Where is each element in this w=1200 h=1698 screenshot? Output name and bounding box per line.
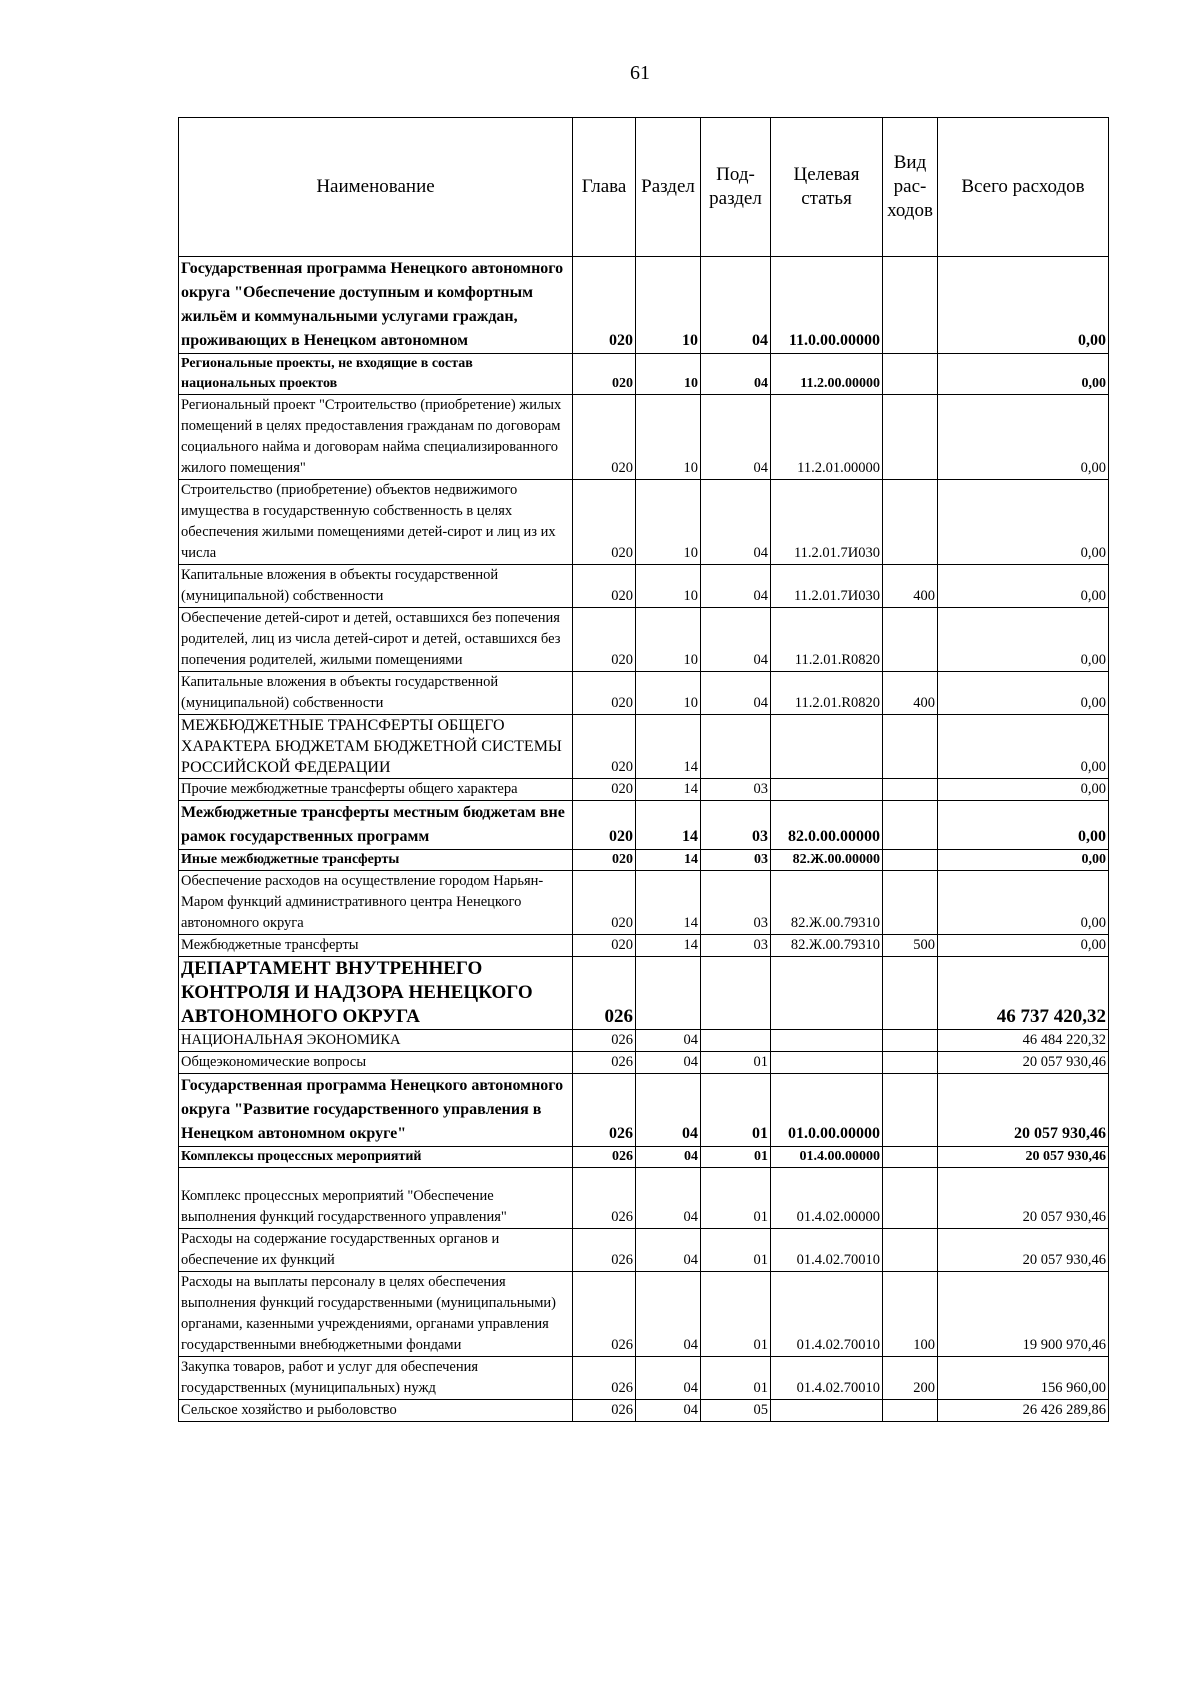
cell-expense-type: 100 [883,1272,938,1357]
cell-expense-type: 200 [883,1357,938,1400]
cell-total: 0,00 [938,871,1109,935]
table-row [179,1147,1109,1168]
cell-expense-type [883,957,938,1030]
cell-name: Региональный проект "Строительство (приобретение) жилых помещений в целях предоставления гражданам по договорам социального найма и договорам найма специализированного жилого помещения" [179,395,573,480]
header-expense-type: Вид рас- ходов [883,118,938,257]
table-row [179,801,1109,850]
cell-target: 11.2.01.R0820 [771,608,883,672]
cell-name: Капитальные вложения в объекты государственной (муниципальной) собственности [179,672,573,715]
table-row [179,565,1109,608]
cell-total: 0,00 [938,850,1109,871]
cell-total: 20 057 930,46 [938,1147,1109,1168]
cell-chapter: 020 [573,354,636,395]
cell-chapter: 020 [573,871,636,935]
cell-chapter: 020 [573,480,636,565]
cell-chapter: 026 [573,1229,636,1272]
cell-name: Государственная программа Ненецкого автономного округа "Развитие государственного управления в Ненецком автономном округе" [179,1074,573,1147]
cell-total: 46 737 420,32 [938,957,1109,1030]
cell-expense-type [883,1052,938,1074]
cell-expense-type [883,1229,938,1272]
cell-name: Межбюджетные трансферты [179,935,573,957]
cell-target: 82.Ж.00.79310 [771,935,883,957]
cell-total: 0,00 [938,608,1109,672]
table-row [179,1074,1109,1147]
cell-chapter: 020 [573,565,636,608]
cell-chapter: 020 [573,257,636,354]
header-target: Целевая статья [771,118,883,257]
cell-total: 0,00 [938,257,1109,354]
cell-expense-type [883,1400,938,1422]
cell-expense-type [883,801,938,850]
cell-target [771,1052,883,1074]
cell-target: 11.2.01.7И030 [771,480,883,565]
table-row [179,672,1109,715]
cell-subsection: 04 [701,354,771,395]
cell-chapter: 026 [573,1030,636,1052]
cell-subsection [701,715,771,779]
cell-expense-type [883,608,938,672]
cell-name: Капитальные вложения в объекты государственной (муниципальной) собственности [179,565,573,608]
cell-subsection: 01 [701,1272,771,1357]
cell-target: 01.4.02.70010 [771,1229,883,1272]
cell-section: 14 [636,801,701,850]
header-chapter: Глава [573,118,636,257]
cell-section: 04 [636,1272,701,1357]
cell-subsection: 01 [701,1357,771,1400]
cell-target: 11.2.01.00000 [771,395,883,480]
cell-target: 11.2.00.00000 [771,354,883,395]
cell-name: Расходы на содержание государственных органов и обеспечение их функций [179,1229,573,1272]
cell-total: 20 057 930,46 [938,1168,1109,1229]
cell-chapter: 026 [573,1400,636,1422]
cell-expense-type [883,480,938,565]
cell-section: 04 [636,1147,701,1168]
cell-chapter: 020 [573,395,636,480]
cell-subsection: 01 [701,1052,771,1074]
cell-chapter: 026 [573,957,636,1030]
table-row [179,1357,1109,1400]
cell-expense-type: 400 [883,565,938,608]
cell-name: Расходы на выплаты персоналу в целях обеспечения выполнения функций государственными (муниципальными) органами, казенными учреждениями, органами управления государственными внебюджетными фондами [179,1272,573,1357]
cell-chapter: 026 [573,1147,636,1168]
cell-section [636,957,701,1030]
cell-target: 82.0.00.00000 [771,801,883,850]
table-row [179,779,1109,801]
cell-target: 11.0.00.00000 [771,257,883,354]
cell-expense-type: 400 [883,672,938,715]
cell-target: 01.4.02.00000 [771,1168,883,1229]
cell-expense-type [883,1147,938,1168]
cell-chapter: 020 [573,672,636,715]
cell-section: 04 [636,1357,701,1400]
cell-expense-type [883,715,938,779]
cell-section: 14 [636,715,701,779]
header-subsection: Под- раздел [701,118,771,257]
cell-total: 0,00 [938,565,1109,608]
cell-target: 01.4.02.70010 [771,1272,883,1357]
cell-name: Прочие межбюджетные трансферты общего характера [179,779,573,801]
cell-expense-type [883,850,938,871]
cell-section: 04 [636,1074,701,1147]
cell-expense-type [883,1030,938,1052]
header-row [179,118,1109,257]
header-section: Раздел [636,118,701,257]
cell-subsection [701,1030,771,1052]
cell-target: 82.Ж.00.79310 [771,871,883,935]
cell-subsection: 04 [701,565,771,608]
table-body [179,257,1109,1422]
table-row [179,1168,1109,1229]
table-row [179,354,1109,395]
table-row [179,1229,1109,1272]
table-row [179,935,1109,957]
cell-section: 14 [636,850,701,871]
cell-subsection: 01 [701,1168,771,1229]
cell-name: Закупка товаров, работ и услуг для обеспечения государственных (муниципальных) нужд [179,1357,573,1400]
page-number: 61 [630,62,650,84]
cell-section: 14 [636,871,701,935]
cell-expense-type [883,779,938,801]
cell-subsection: 04 [701,395,771,480]
cell-total: 0,00 [938,354,1109,395]
table-row [179,395,1109,480]
cell-target: 01.4.02.70010 [771,1357,883,1400]
cell-subsection: 04 [701,480,771,565]
cell-target: 01.0.00.00000 [771,1074,883,1147]
cell-name: ДЕПАРТАМЕНТ ВНУТРЕННЕГО КОНТРОЛЯ И НАДЗОРА НЕНЕЦКОГО АВТОНОМНОГО ОКРУГА [179,957,573,1030]
cell-subsection: 03 [701,850,771,871]
cell-total: 0,00 [938,779,1109,801]
cell-expense-type [883,354,938,395]
table-row [179,1400,1109,1422]
cell-name: Строительство (приобретение) объектов недвижимого имущества в государственную собственность в целях обеспечения жилыми помещениями детей-сирот и лиц из их числа [179,480,573,565]
cell-section: 04 [636,1400,701,1422]
cell-chapter: 020 [573,779,636,801]
table-row [179,1272,1109,1357]
cell-subsection: 03 [701,935,771,957]
table-row [179,871,1109,935]
cell-name: Региональные проекты, не входящие в состав национальных проектов [179,354,573,395]
cell-name: Государственная программа Ненецкого автономного округа "Обеспечение доступным и комфортным жильём и коммунальными услугами граждан, проживающих в Ненецком автономном [179,257,573,354]
cell-name: Иные межбюджетные трансферты [179,850,573,871]
cell-chapter: 020 [573,850,636,871]
cell-section: 04 [636,1030,701,1052]
cell-chapter: 026 [573,1052,636,1074]
cell-total: 26 426 289,86 [938,1400,1109,1422]
cell-name: НАЦИОНАЛЬНАЯ ЭКОНОМИКА [179,1030,573,1052]
cell-chapter: 026 [573,1272,636,1357]
cell-total: 0,00 [938,395,1109,480]
cell-subsection: 04 [701,257,771,354]
table-row [179,715,1109,779]
cell-expense-type [883,1074,938,1147]
cell-chapter: 020 [573,608,636,672]
cell-subsection: 01 [701,1229,771,1272]
cell-section: 10 [636,395,701,480]
cell-section: 14 [636,779,701,801]
cell-section: 04 [636,1229,701,1272]
table-row [179,1030,1109,1052]
cell-section: 04 [636,1052,701,1074]
cell-section: 10 [636,354,701,395]
cell-subsection: 04 [701,672,771,715]
cell-expense-type [883,1168,938,1229]
cell-name: Комплекс процессных мероприятий "Обеспечение выполнения функций государственного управления" [179,1168,573,1229]
cell-total: 20 057 930,46 [938,1074,1109,1147]
cell-target [771,957,883,1030]
budget-table [178,117,1109,1422]
cell-chapter: 026 [573,1168,636,1229]
cell-chapter: 020 [573,801,636,850]
cell-expense-type [883,395,938,480]
cell-subsection: 03 [701,801,771,850]
cell-total: 0,00 [938,801,1109,850]
table-row [179,608,1109,672]
cell-chapter: 026 [573,1074,636,1147]
cell-total: 0,00 [938,480,1109,565]
header-name: Наименование [179,118,573,257]
cell-total: 46 484 220,32 [938,1030,1109,1052]
cell-section: 04 [636,1168,701,1229]
cell-name: Межбюджетные трансферты местным бюджетам вне рамок государственных программ [179,801,573,850]
cell-target [771,779,883,801]
cell-subsection: 01 [701,1074,771,1147]
cell-subsection: 01 [701,1147,771,1168]
cell-name: Сельское хозяйство и рыболовство [179,1400,573,1422]
cell-section: 10 [636,608,701,672]
cell-name: МЕЖБЮДЖЕТНЫЕ ТРАНСФЕРТЫ ОБЩЕГО ХАРАКТЕРА БЮДЖЕТАМ БЮДЖЕТНОЙ СИСТЕМЫ РОССИЙСКОЙ ФЕДЕРАЦИИ [179,715,573,779]
cell-total: 20 057 930,46 [938,1052,1109,1074]
cell-subsection: 03 [701,871,771,935]
cell-chapter: 020 [573,935,636,957]
cell-total: 0,00 [938,715,1109,779]
cell-subsection: 03 [701,779,771,801]
cell-section: 10 [636,257,701,354]
cell-name: Комплексы процессных мероприятий [179,1147,573,1168]
cell-section: 10 [636,480,701,565]
cell-subsection: 05 [701,1400,771,1422]
table-row [179,257,1109,354]
cell-target [771,1030,883,1052]
cell-total: 0,00 [938,672,1109,715]
cell-chapter: 020 [573,715,636,779]
cell-target: 11.2.01.7И030 [771,565,883,608]
cell-expense-type: 500 [883,935,938,957]
cell-subsection [701,957,771,1030]
table-row [179,480,1109,565]
cell-name: Обеспечение детей-сирот и детей, оставшихся без попечения родителей, лиц из числа детей-сирот и детей, оставшихся без попечения родителей, жилыми помещениями [179,608,573,672]
cell-target: 11.2.01.R0820 [771,672,883,715]
cell-name: Общеэкономические вопросы [179,1052,573,1074]
cell-target: 82.Ж.00.00000 [771,850,883,871]
cell-target: 01.4.00.00000 [771,1147,883,1168]
cell-target [771,1400,883,1422]
table-row [179,850,1109,871]
cell-total: 156 960,00 [938,1357,1109,1400]
cell-total: 20 057 930,46 [938,1229,1109,1272]
cell-target [771,715,883,779]
table-row [179,957,1109,1030]
cell-section: 14 [636,935,701,957]
cell-total: 0,00 [938,935,1109,957]
cell-expense-type [883,257,938,354]
cell-subsection: 04 [701,608,771,672]
header-total: Всего расходов [938,118,1109,257]
cell-section: 10 [636,672,701,715]
cell-chapter: 026 [573,1357,636,1400]
table-row [179,1052,1109,1074]
cell-total: 19 900 970,46 [938,1272,1109,1357]
cell-section: 10 [636,565,701,608]
cell-expense-type [883,871,938,935]
cell-name: Обеспечение расходов на осуществление городом Нарьян-Маром функций административного центра Ненецкого автономного округа [179,871,573,935]
